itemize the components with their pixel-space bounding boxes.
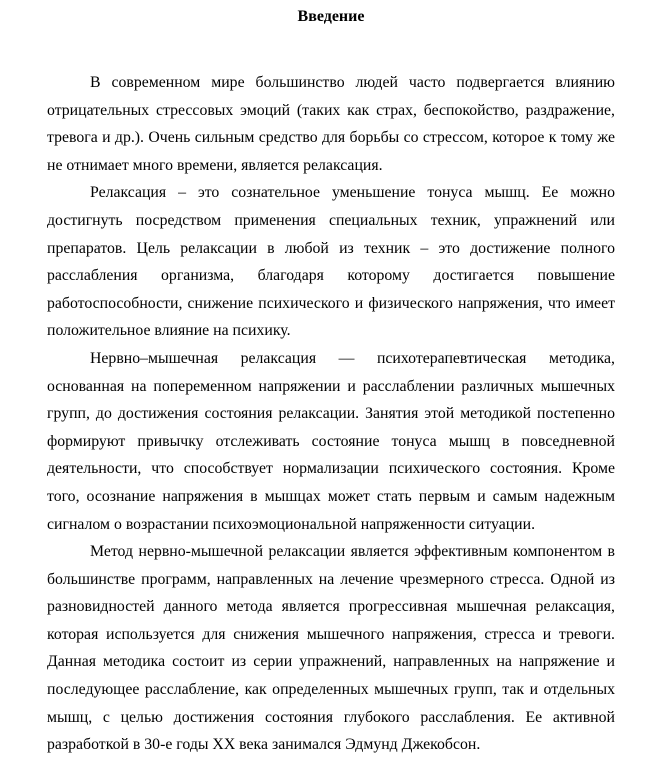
document-title: Введение (297, 8, 365, 25)
paragraph-4: Метод нервно-мышечной релаксации является эффективным компонентом в большинстве программ, направленных на лечение чрезмерного стресса. Одной из разновидностей данного метода является прогрессивная мышечная релаксация, которая используется для снижения мышечного напряжения, стресса и тревоги. Данная методика состоит из серии упражнений, направленных на напряжение и последующее расслабление, как определенных мышечных групп, так и отдельных мышц, с целью достижения состояния глубокого расслабления. Ее активной разработкой в 30-е годы XX века занимался Эдмунд Джекобсон. (47, 543, 615, 754)
paragraph-1: В современном мире большинство людей часто подвергается влиянию отрицательных стрессовых эмоций (таких как страх, беспокойство, раздражение, тревога и др.). Очень сильным средство для борьбы со стрессом, которое к тому же не отнимает много времени, является релаксация. (47, 74, 615, 174)
paragraph-2: Релаксация – это сознательное уменьшение тонуса мышц. Ее можно достигнуть посредством применения специальных техник, упражнений или препаратов. Цель релаксации в любой из техник – это достижение полного расслабления организма, благодаря которому достигается повышение работоспособности, снижение психического и физического напряжения, что имеет положительное влияние на психику. (47, 184, 615, 340)
paragraph-3: Нервно–мышечная релаксация — психотерапевтическая методика, основанная на попеременном напряжении и расслаблении различных мышечных групп, до достижения состояния релаксации. Занятия этой методикой постепенно формируют привычку отслеживать состояние тонуса мышц в повседневной деятельности, что способствует нормализации психического состояния. Кроме того, осознание напряжения в мышцах может стать первым и самым надежным сигналом о возрастании психоэмоциональной напряженности ситуации. (47, 349, 615, 533)
